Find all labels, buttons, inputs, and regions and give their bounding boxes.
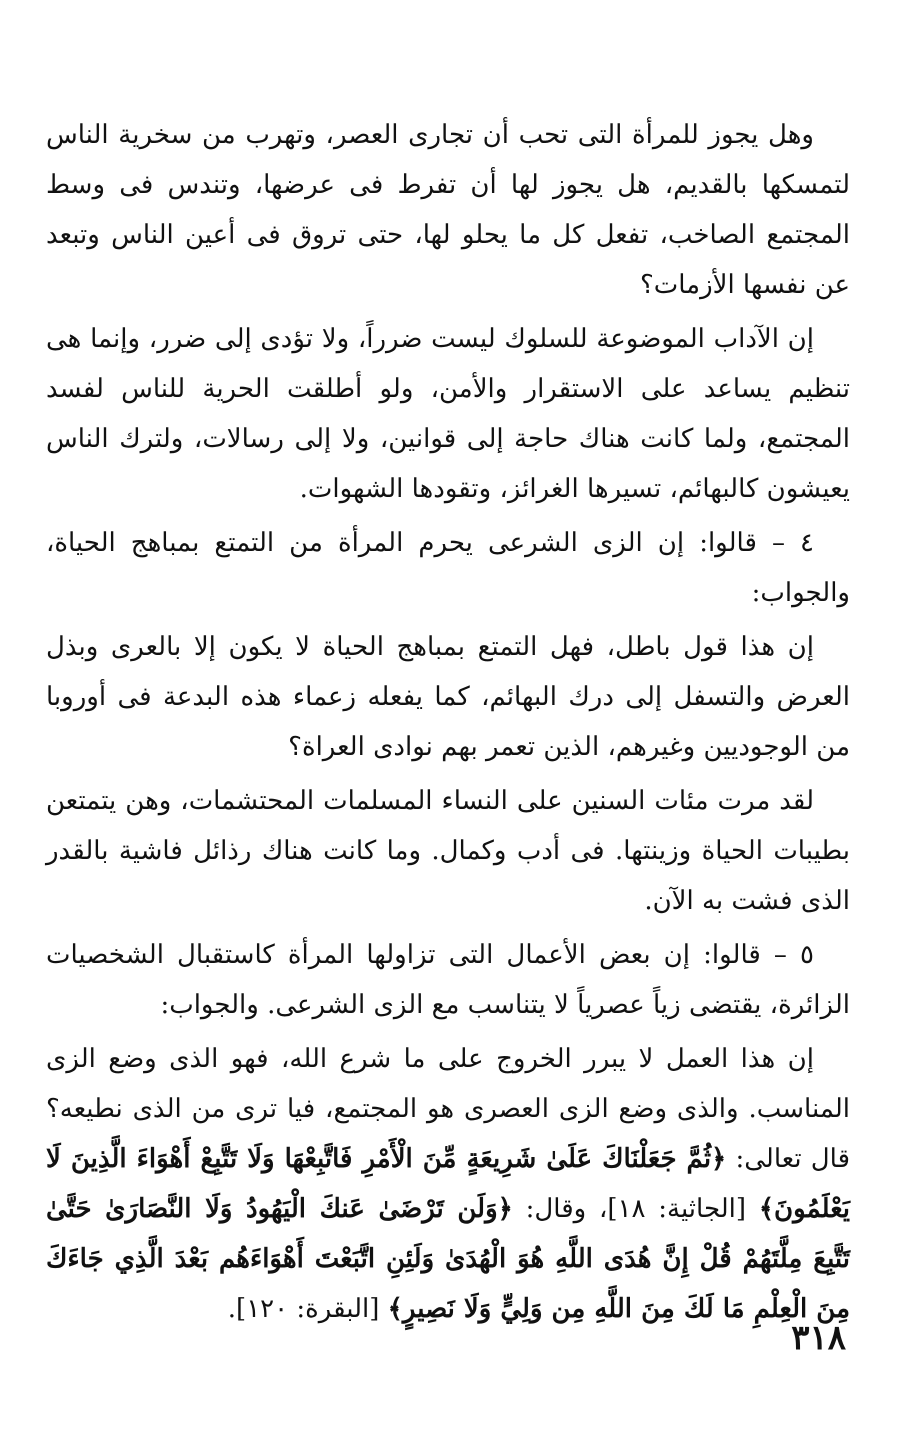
paragraph-2: إن الآداب الموضوعة للسلوك ليست ضرراً، ولا تؤدى إلى ضرر، وإنما هى تنظيم يساعد على الاستقرار والأمن، ولو أطلقت الحرية للناس لفسد المجتمع، ولما كانت هناك حاجة إلى قوانين، ولا إلى رسالات، ولترك الناس يعيشون كالبهائم، تسيرها الغرائز، وتقودها الشهوات. (46, 324, 850, 504)
page-body (46, 110, 850, 1338)
paragraph-4: إن هذا قول باطل، فهل التمتع بمباهج الحياة لا يكون إلا بالعرى وبذل العرض والتسفل إلى درك البهائم، كما يفعله زعماء هذه البدعة فى أوروبا من الوجوديين وغيرهم، الذين تعمر بهم نوادى العراة؟ (46, 632, 850, 762)
paragraph-6: ٥ – قالوا: إن بعض الأعمال التى تزاولها المرأة كاستقبال الشخصيات الزائرة، يقتضى زياً عصرياً لا يتناسب مع الزى الشرعى. والجواب: (46, 940, 850, 1020)
quran-verse-2: ﴿وَلَن تَرْضَىٰ عَنكَ الْيَهُودُ وَلَا النَّصَارَىٰ حَتَّىٰ تَتَّبِعَ مِلَّتَهُمْ قُلْ إِنَّ هُدَى اللَّهِ هُوَ الْهُدَىٰ وَلَئِنِ اتَّبَعْتَ أَهْوَاءَهُم بَعْدَ الَّذِي جَاءَكَ مِنَ الْعِلْمِ مَا لَكَ مِنَ اللَّهِ مِن وَلِيٍّ وَلَا نَصِيرٍ﴾ (46, 1194, 850, 1324)
paragraph-3: ٤ – قالوا: إن الزى الشرعى يحرم المرأة من التمتع بمباهج الحياة، والجواب: (46, 528, 850, 608)
quran-verse-1: ﴿ثُمَّ جَعَلْنَاكَ عَلَىٰ شَرِيعَةٍ مِّنَ الْأَمْرِ فَاتَّبِعْهَا وَلَا تَتَّبِعْ أَهْوَاءَ الَّذِينَ لَا يَعْلَمُونَ﴾ (46, 1144, 850, 1224)
paragraph-7-text-3: [البقرة: ١٢٠]. (227, 1294, 388, 1324)
paragraph-5: لقد مرت مئات السنين على النساء المسلمات المحتشمات، وهن يتمتعن بطيبات الحياة وزينتها. فى أدب وكمال. وما كانت هناك رذائل فاشية بالقدر الذى فشت به الآن. (46, 786, 850, 916)
paragraph-7-text-2: [الجاثية: ١٨]، وقال: (512, 1194, 759, 1224)
paragraph-7 (46, 1034, 850, 1334)
page-number: ٣١٨ (791, 1318, 846, 1358)
paragraph-7-text-1: إن هذا العمل لا يبرر الخروج على ما شرع الله، فهو الذى وضع الزى المناسب. والذى وضع الزى العصرى هو المجتمع، فيا ترى من الذى نطيعه؟ قال تعالى: (46, 1044, 851, 1174)
paragraph-1: وهل يجوز للمرأة التى تحب أن تجارى العصر، وتهرب من سخرية الناس لتمسكها بالقديم، هل يجوز لها أن تفرط فى عرضها، وتندس فى وسط المجتمع الصاخب، تفعل كل ما يحلو لها، حتى تروق فى أعين الناس وتبعد عن نفسها الأزمات؟ (46, 120, 850, 300)
